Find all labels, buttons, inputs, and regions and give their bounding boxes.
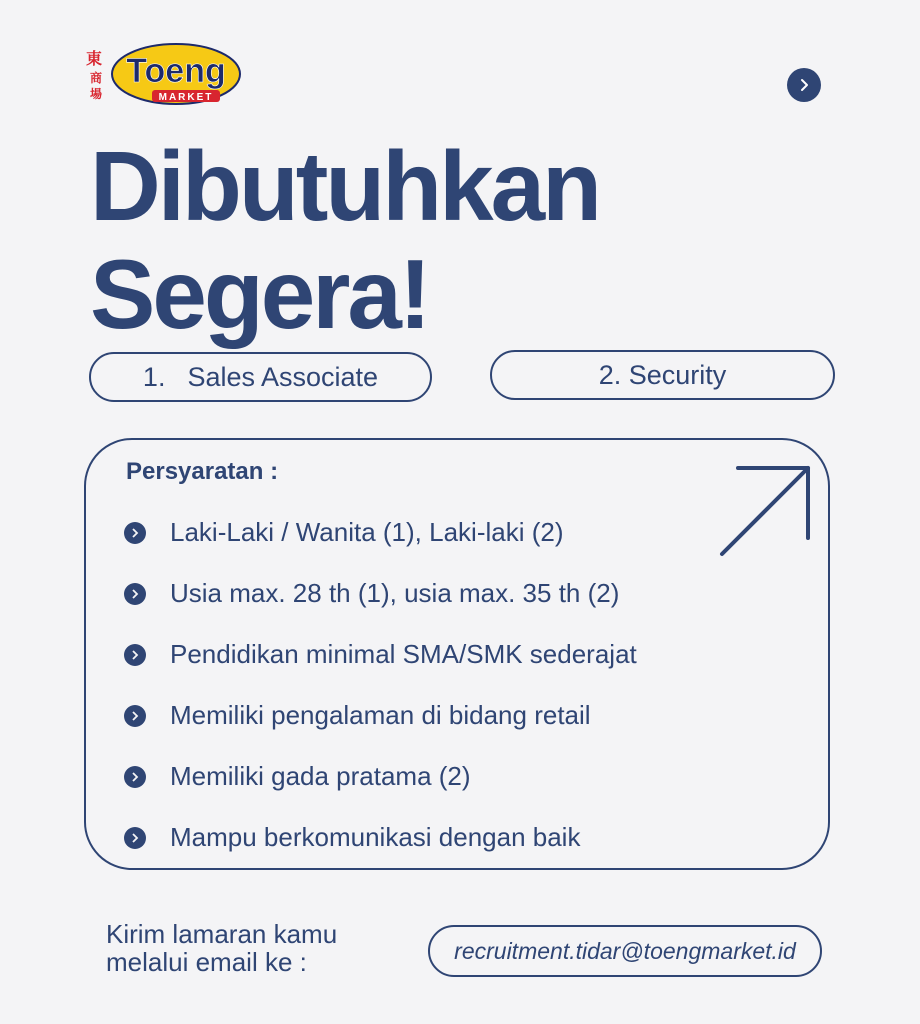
send-line-1: Kirim lamaran kamu xyxy=(106,919,338,949)
position-number: 1. xyxy=(142,361,166,392)
requirement-text: Mampu berkomunikasi dengan baik xyxy=(170,822,581,852)
bullet-chevron-icon xyxy=(124,766,146,788)
bullet-chevron-icon xyxy=(124,644,146,666)
chevron-right-icon xyxy=(797,78,811,92)
requirements-title: Persyaratan : xyxy=(126,458,279,485)
list-item xyxy=(124,502,637,563)
send-line-2: melalui email ke : xyxy=(106,947,307,977)
list-item xyxy=(124,563,637,624)
list-item xyxy=(124,746,637,807)
requirement-text: Memiliki gada pratama (2) xyxy=(170,761,471,791)
requirement-text: Laki-Laki / Wanita (1), Laki-laki (2) xyxy=(170,517,564,547)
list-item xyxy=(124,685,637,746)
position-pill-sales-associate xyxy=(89,352,432,402)
requirements-card xyxy=(84,438,830,870)
position-title: Sales Associate xyxy=(187,361,379,392)
position-label: 2. Security xyxy=(598,359,727,390)
bullet-chevron-icon xyxy=(124,827,146,849)
headline-line-2: Segera! xyxy=(90,239,429,349)
svg-text:MARKET: MARKET xyxy=(158,92,214,103)
send-application-text xyxy=(106,920,337,976)
bullet-chevron-icon xyxy=(124,583,146,605)
arrow-up-right-icon xyxy=(718,462,814,558)
requirement-text: Memiliki pengalaman di bidang retail xyxy=(170,700,591,730)
requirement-text: Usia max. 28 th (1), usia max. 35 th (2) xyxy=(170,578,620,608)
svg-text:Toeng: Toeng xyxy=(126,52,226,90)
next-button[interactable] xyxy=(787,68,821,102)
headline-line-1: Dibutuhkan xyxy=(90,131,599,241)
list-item xyxy=(124,807,637,868)
email-address-link[interactable] xyxy=(428,925,822,977)
list-item xyxy=(124,624,637,685)
position-pill-security xyxy=(490,350,835,400)
svg-text:東: 東 xyxy=(86,49,103,68)
email-address: recruitment.tidar@toengmarket.id xyxy=(454,937,796,964)
svg-text:商: 商 xyxy=(90,71,103,85)
toeng-market-logo xyxy=(84,40,244,112)
headline xyxy=(90,132,599,348)
requirement-text: Pendidikan minimal SMA/SMK sederajat xyxy=(170,639,637,669)
bullet-chevron-icon xyxy=(124,522,146,544)
bullet-chevron-icon xyxy=(124,705,146,727)
svg-text:場: 場 xyxy=(90,87,103,101)
requirements-list xyxy=(124,502,637,868)
